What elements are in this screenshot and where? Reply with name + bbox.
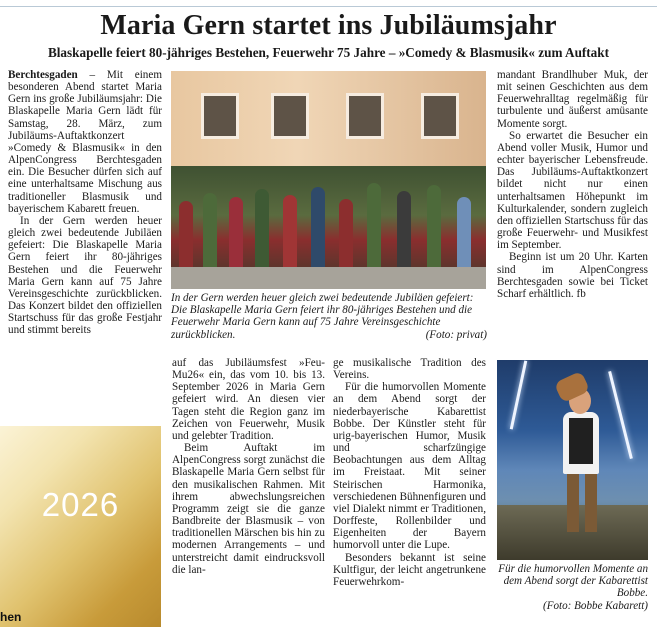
- top-rule: [0, 0, 657, 7]
- photo-window: [346, 93, 384, 139]
- photo-caption: [171, 292, 487, 341]
- lightning-bolt: [608, 371, 633, 459]
- year-graphic: [0, 426, 161, 627]
- paragraph: Besonders bekannt ist seine Kultfigur, der leicht angetrunkene Feuerwehrkom-: [333, 551, 486, 588]
- lightning-bolt: [510, 360, 527, 429]
- photo-person: [339, 199, 353, 271]
- photo-person: [427, 185, 441, 271]
- photo-person: [397, 191, 411, 271]
- photo-person: [457, 197, 471, 271]
- paragraph-text: Beginn ist um 20 Uhr. Karten sind im AlpenCongress Berchtesgaden sowie bei Ticket Scharf erhältlich.: [497, 251, 648, 300]
- photo-person: [179, 201, 193, 271]
- article-column-4: [497, 69, 648, 300]
- brass-band-photo: [171, 71, 486, 289]
- graphic-text-fragment: hen: [0, 610, 22, 624]
- kabarettist-photo: [497, 360, 648, 560]
- photo-credit: (Foto: privat): [425, 328, 487, 341]
- dateline: Berchtesgaden: [8, 69, 78, 81]
- photo-person: [367, 183, 381, 271]
- paragraph-text: – Mit einem besonderen Abend startet Maria Gern ins große Jubiläumsjahr: Die Blaskapelle Maria Gern lädt für Samstag, 28. März, zum Jubiläums-Auftaktkonzert »Comedy & Blasmusik« in den AlpenCongress Berchtesgaden ein. Die Besucher dürfen sich auf eine unterhaltsame Mischung aus traditioneller Blasmusik und bayerischem Kabarett freuen.: [8, 69, 162, 215]
- paragraph: So erwartet die Besucher ein Abend voller Musik, Humor und echter bayerischer Lebensfreude. Das Jubiläums-Auftaktkonzert bildet nicht nur einen unterhaltsamen Höhepunkt im Kulturkalender, sondern zugleich den offiziellen Startschuss für das große Feuerwehr- und Musikfest im September.: [497, 129, 648, 252]
- paragraph: [497, 251, 648, 300]
- article-column-1: [8, 69, 162, 336]
- photo-caption: [497, 563, 648, 612]
- caption-text: Für die humorvollen Momente an dem Abend sorgt der Kabarettist Bobbe.: [498, 563, 648, 600]
- caption-text: In der Gern werden heuer gleich zwei bedeutende Jubiläen gefeiert: Die Blaskapelle Maria Gern feiert ihr 80-jähriges Bestehen und die Feuerwehr Maria Gern kann auf 75 Jahre Vereinsgeschichte zurückblicken.: [171, 292, 474, 341]
- photo-person: [229, 197, 243, 271]
- photo-person: [203, 193, 217, 271]
- photo-window: [201, 93, 239, 139]
- article-headline: Maria Gern startet ins Jubiläumsjahr: [100, 10, 557, 41]
- paragraph: ge musikalische Tradition des Vereins.: [333, 357, 486, 382]
- photo-leg: [585, 472, 597, 532]
- paragraph: Beim Auftakt im AlpenCongress sorgt zunächst die Blaskapelle Maria Gern selbst für den musikalischen Rahmen. Mit ihrem abwechslungsreichen Programm zeigt sie die ganze Bandbreite der Blasmusik – von traditionellen Märschen bis hin zu modernen Arrangements – und unterstreicht damit eindrucksvoll die lan-: [172, 442, 325, 576]
- photo-person: [255, 189, 269, 271]
- paragraph: Für die humorvollen Momente an dem Abend sorgt der niederbayerische Kabarettist Bobbe. Der Künstler steht für urig-bayerischen Humor, Musik und scharfzüngige Beobachtungen aus dem Alltag im Freistaat. Mit seiner Steirischen Harmonika, verschiedenen Bühnenfiguren und viel Dialekt nimmt er Traditionen, Dorffeste, Rollenbilder und Eigenheiten der Bayern humorvoll unter die Lupe.: [333, 381, 486, 552]
- photo-window: [271, 93, 309, 139]
- paragraph: mandant Brandlhuber Muk, der mit seinen Geschichten aus dem Feuerwehralltag regelmäßig für turbulente und äußerst amüsante Momente sorgt.: [497, 69, 648, 130]
- article-subline: Blaskapelle feiert 80-jähriges Bestehen, Feuerwehr 75 Jahre – »Comedy & Blasmusik« zum Auftakt: [47, 45, 610, 60]
- paragraph: In der Gern werden heuer gleich zwei bedeutende Jubiläen gefeiert: Die Blaskapelle Maria Gern feiert ihr 80-jähriges Bestehen und die Feuerwehr Maria Gern kann auf 75 Jahre Vereinsgeschichte zurückblicken. Das Konzert bildet den offiziellen Startschuss für das große Festjahr und stimmt bereits: [8, 214, 162, 337]
- photo-leg: [567, 472, 579, 532]
- photo-credit: (Foto: Bobbe Kabarett): [543, 599, 648, 612]
- photo-person: [283, 195, 297, 271]
- article-column-2: [172, 357, 325, 576]
- photo-ground: [171, 267, 486, 289]
- photo-window: [421, 93, 459, 139]
- paragraph: auf das Jubiläumsfest »Feu-Mu26« ein, das vom 10. bis 13. September 2026 in Maria Gern gefeiert wird. An diesen vier Tagen steht die Region ganz im Zeichen von Feuerwehr, Musik und gelebter Tradition.: [172, 357, 325, 442]
- paragraph: [8, 69, 162, 215]
- graphic-year: 2026: [41, 486, 120, 523]
- photo-vest: [569, 418, 593, 464]
- photo-person: [311, 187, 325, 271]
- author-initials: fb: [576, 287, 586, 300]
- article-column-3: [333, 357, 486, 588]
